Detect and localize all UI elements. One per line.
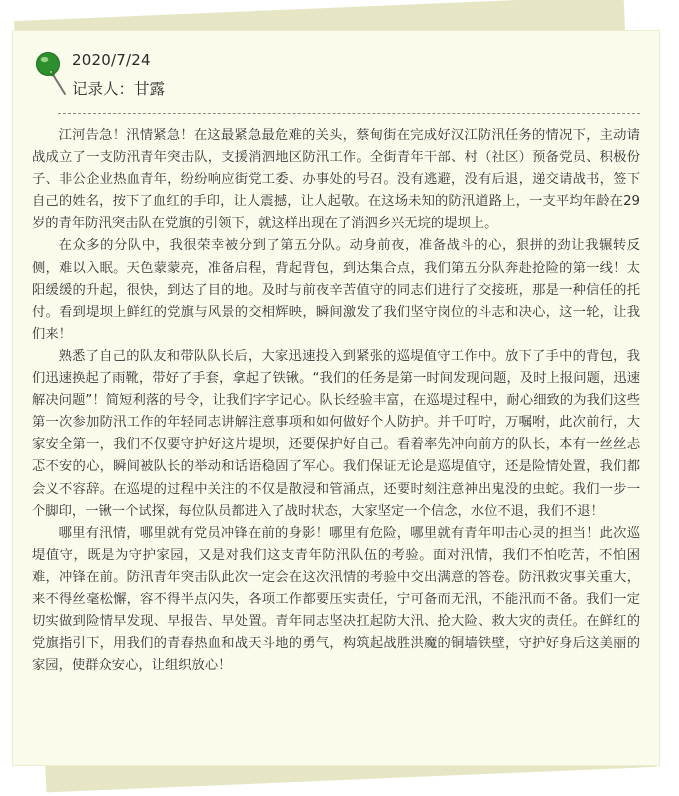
dashed-divider xyxy=(58,113,640,114)
note-date: 2020/7/24 xyxy=(72,51,151,69)
paragraph: 在众多的分队中，我很荣幸被分到了第五分队。动身前夜，准备战斗的心，狠拼的劲让我辗转反侧，难以入眠。天色蒙蒙亮，准备启程，背起背包，到达集合点，我们第五分队奔赴抢险的第一线！太阳缓缓的升起，很快，到达了目的地。及时与前夜辛苦值守的同志们进行了交接班，那是一种信任的托付。看到堤坝上鲜红的党旗与风景的交相辉映，瞬间激发了我们坚守岗位的斗志和决心，这一轮，让我们来！ xyxy=(32,238,640,342)
paragraph: 江河告急！汛情紧急！在这最紧急最危难的关头，蔡甸街在完成好汉江防汛任务的情况下，主动请战成立了一支防汛青年突击队，支援消泗地区防汛工作。全街青年干部、村（社区）预备党员、积极份子、非公企业热血青年，纷纷响应街党工委、办事处的号召。没有逃避，没有后退，递交请战书，签下自己的姓名，按下了血红的手印，让人震撼，让人起敬。在这场未知的防汛道路上，一支平均年龄在29岁的青年防汛突击队在党旗的引领下，就这样出现在了消泗乡兴无垸的堤坝上。 xyxy=(32,128,640,232)
note-paper xyxy=(13,31,659,765)
article-body xyxy=(32,125,640,677)
paragraph: 哪里有汛情，哪里就有党员冲锋在前的身影！哪里有危险，哪里就有青年叩击心灵的担当！此次巡堤值守，既是为守护家园，又是对我们这支青年防汛队伍的考验。面对汛情，我们不怕吃苦，不怕困难，冲锋在前。防汛青年突击队此次一定会在这次汛情的考验中交出满意的答卷。防汛救灾事关重大，来不得丝毫松懈，容不得半点闪失，各项工作都要压实责任，宁可备而无汛，不能汛而不备。我们一定切实做到险情早发现、早报告、早处置。青年同志坚决扛起防大汛、抢大险、救大灾的责任。在鲜红的党旗指引下，用我们的青春热血和战天斗地的勇气，构筑起战胜洪魔的铜墙铁壁，守护好身后这美丽的家园，使群众安心，让组织放心！ xyxy=(32,525,640,674)
recorder-name: 记录人：甘露 xyxy=(72,80,166,98)
pushpin-icon xyxy=(32,48,76,98)
paragraph: 熟悉了自己的队友和带队队长后，大家迅速投入到紧张的巡堤值守工作中。放下了手中的背包，我们迅速换起了雨靴，带好了手套，拿起了铁锹。“我们的任务是第一时间发现问题，及时上报问题，迅速解决问题”！简短利落的号令，让我们字字记心。队长经验丰富，在巡堤过程中，耐心细致的为我们这些第一次参加防汛工作的年轻同志讲解注意事项和如何做好个人防护。并千叮咛，万嘱咐，此次前行，大家安全第一，我们不仅要守护好这片堤坝，还要保护好自己。看着率先冲向前方的队长，本有一丝丝忐忑不安的心，瞬间被队长的举动和话语稳固了军心。我们保证无论是巡堤值守，还是险情处置，我们都会义不容辞。在巡堤的过程中关注的不仅是散浸和管涌点，还要时刻注意神出鬼没的虫蛇。我们一步一个脚印，一锹一个试探，每位队员都进入了战时状态，大家坚定一个信念，水位不退，我们不退！ xyxy=(32,348,640,519)
